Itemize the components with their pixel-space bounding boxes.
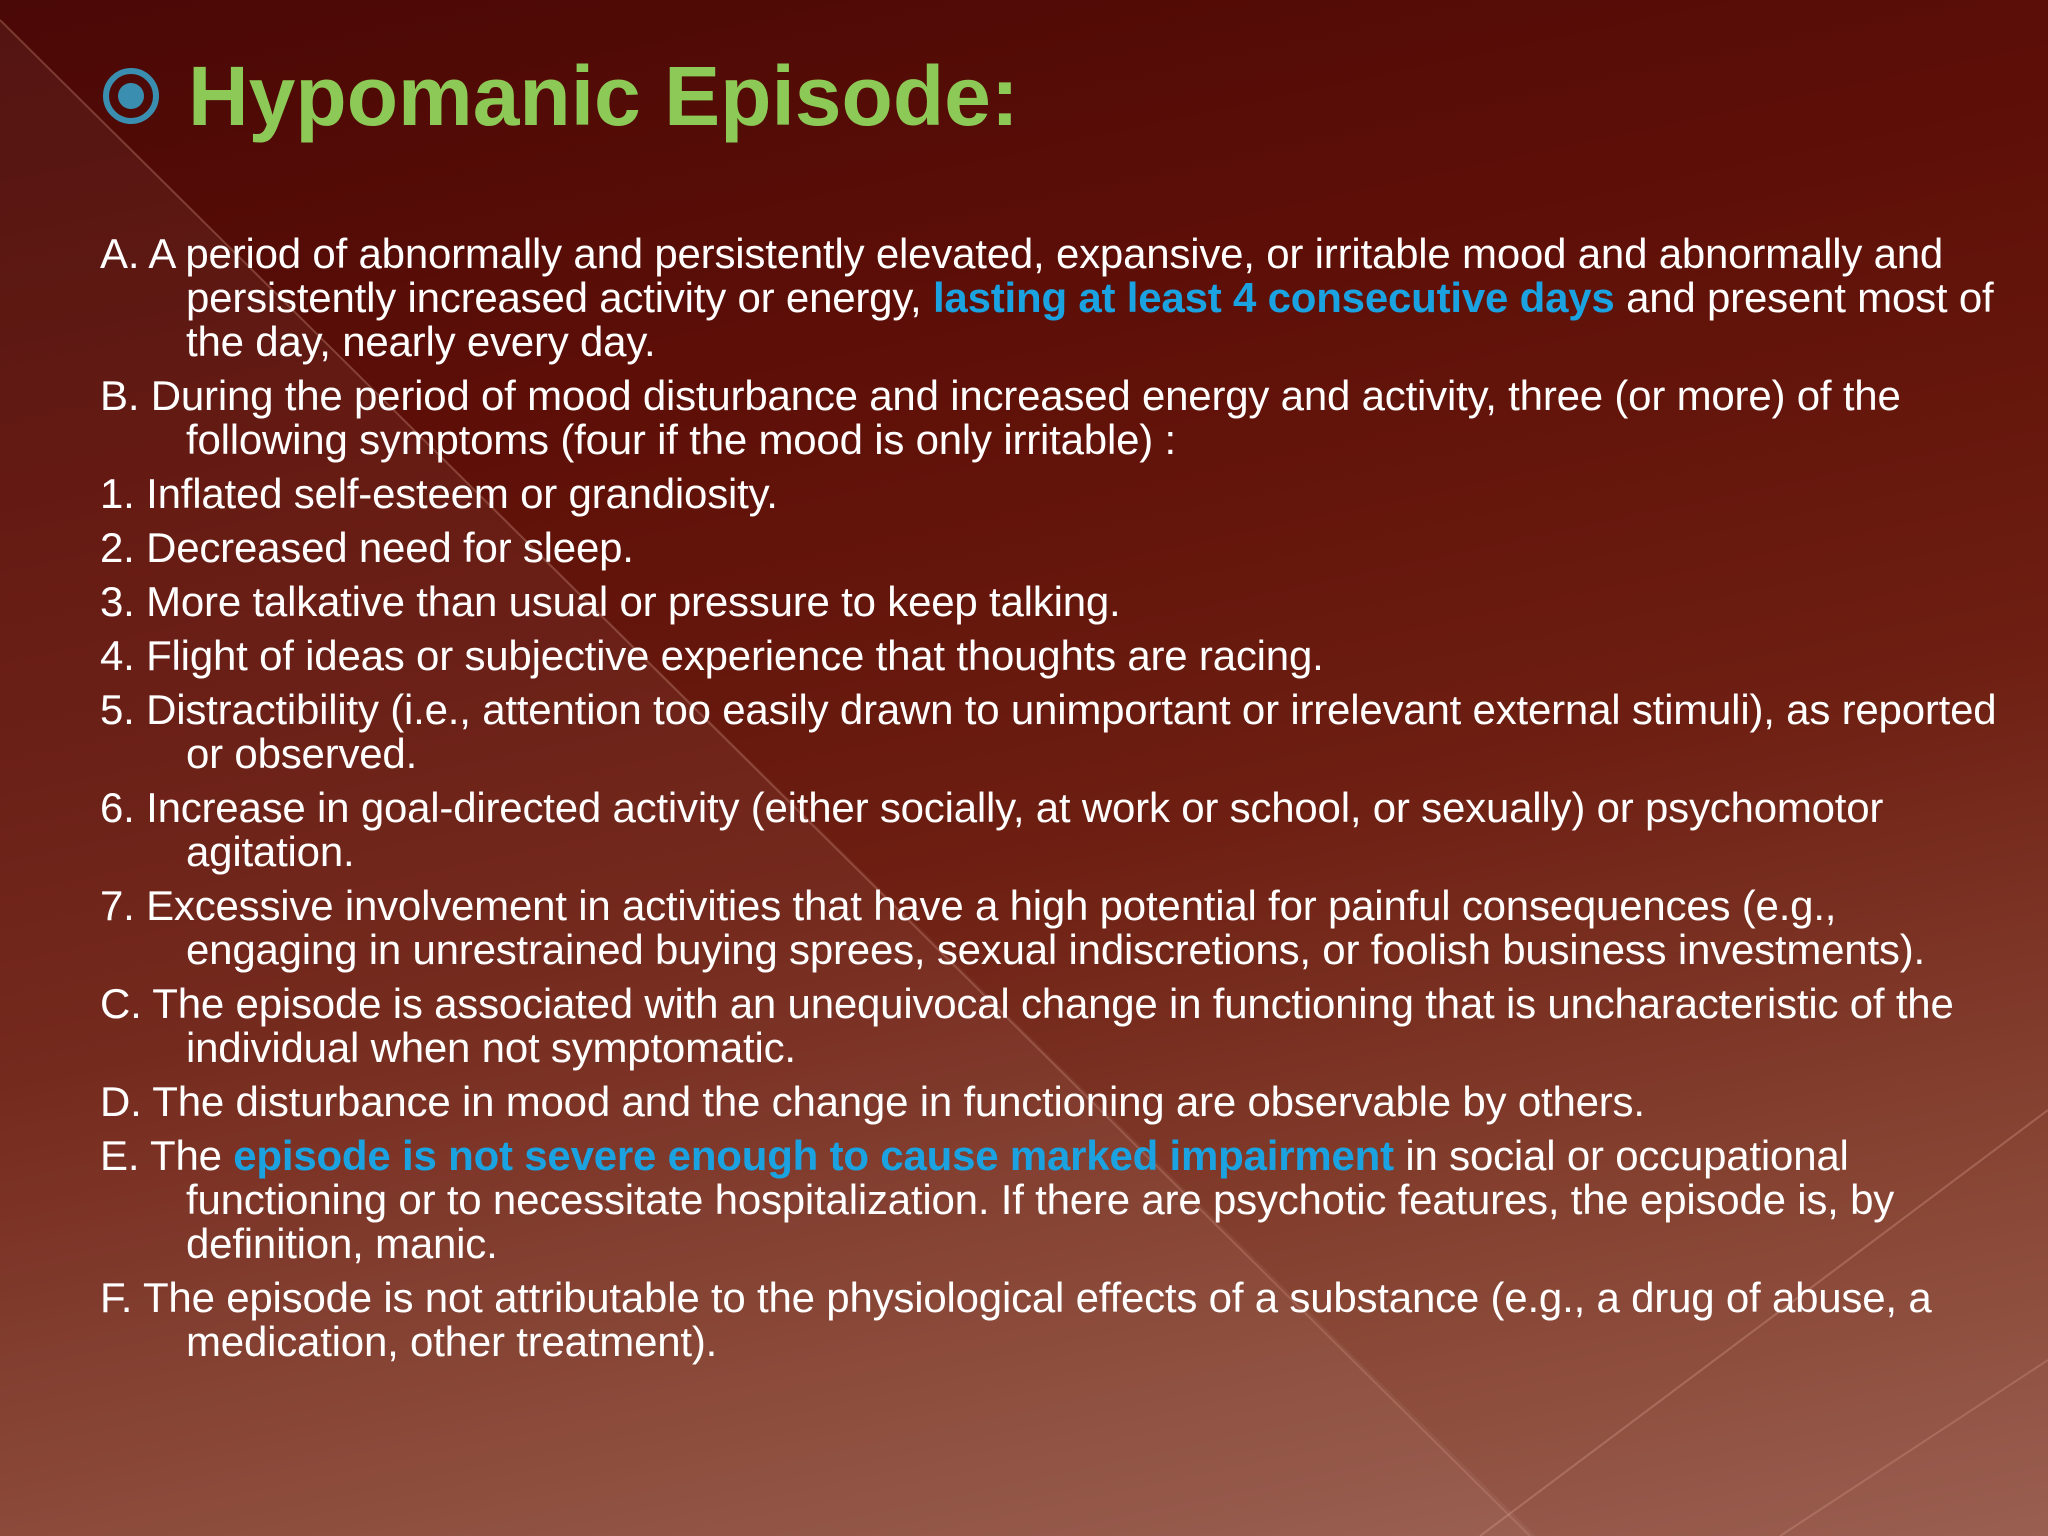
symptom-5: 5. Distractibility (i.e., attention too easily drawn to unimportant or irrelevant external stimuli), as reported or observed.	[100, 686, 1997, 777]
criterion-f: F. The episode is not attributable to the physiological effects of a substance (e.g., a drug of abuse, a medication, other treatment).	[100, 1274, 1932, 1365]
symptom-6: 6. Increase in goal-directed activity (either socially, at work or school, or sexually) or psychomotor agitation.	[100, 784, 1884, 875]
criteria-list	[100, 232, 2000, 1374]
symptom-4: 4. Flight of ideas or subjective experience that thoughts are racing.	[100, 632, 1324, 679]
symptom-2: 2. Decreased need for sleep.	[100, 524, 634, 571]
criterion-d: D. The disturbance in mood and the change in functioning are observable by others.	[100, 1078, 1645, 1125]
criterion-e: E. The episode is not severe enough to cause marked impairment in social or occupational functioning or to necessitate hospitalization. If there are psychotic features, the episode is, by definition, manic.	[100, 1132, 1895, 1267]
highlight-text: lasting at least 4 consecutive days	[932, 274, 1615, 321]
circle-dot-icon	[100, 65, 162, 127]
highlight-text: episode is not severe enough to cause marked impairment	[233, 1132, 1394, 1179]
symptom-7: 7. Excessive involvement in activities that have a high potential for painful consequences (e.g., engaging in unrestrained buying sprees, sexual indiscretions, or foolish business investments).	[100, 882, 1925, 973]
criterion-a: A. A period of abnormally and persistently elevated, expansive, or irritable mood and abnormally and persistently increased activity or energy, lasting at least 4 consecutive days and present most of the day, nearly every day.	[100, 230, 1994, 365]
criterion-c: C. The episode is associated with an unequivocal change in functioning that is uncharacteristic of the individual when not symptomatic.	[100, 980, 1954, 1071]
symptom-1: 1. Inflated self-esteem or grandiosity.	[100, 470, 778, 517]
slide-title: Hypomanic Episode:	[188, 49, 1019, 143]
title-row	[100, 48, 1019, 144]
symptom-3: 3. More talkative than usual or pressure to keep talking.	[100, 578, 1121, 625]
criterion-b: B. During the period of mood disturbance and increased energy and activity, three (or more) of the following symptoms (four if the mood is only irritable) :	[100, 372, 1901, 463]
